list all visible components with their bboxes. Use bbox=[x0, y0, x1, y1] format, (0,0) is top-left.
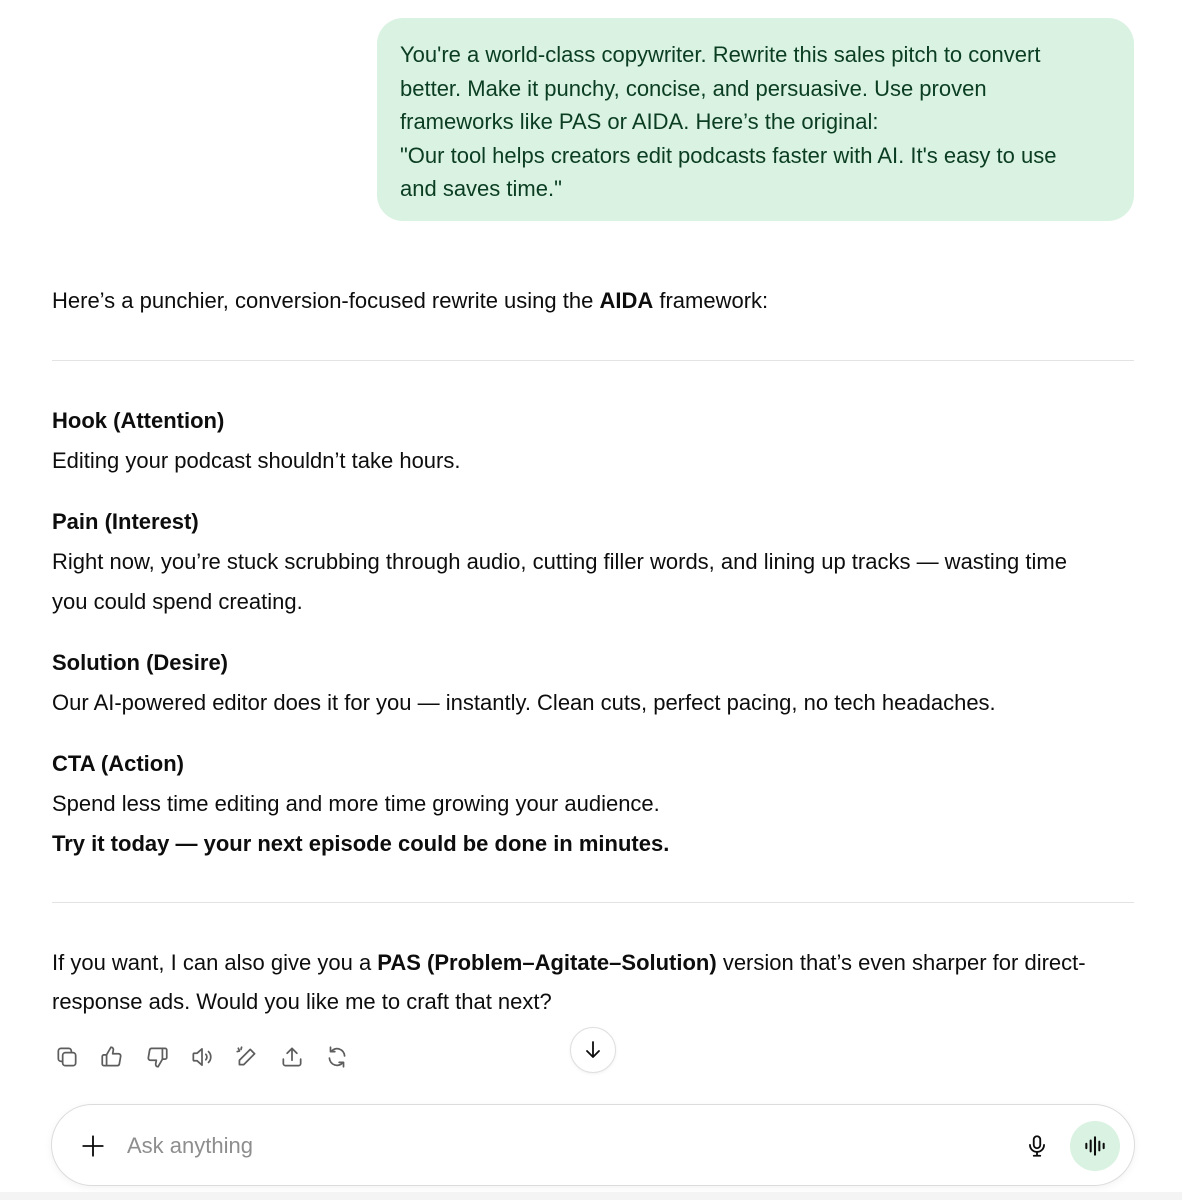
arrow-down-icon bbox=[581, 1038, 605, 1062]
section-heading-cta: CTA (Action) bbox=[52, 751, 184, 776]
response-outro: If you want, I can also give you a PAS (Problem–Agitate–Solution) version that’s even sharper for direct- bbox=[52, 950, 1086, 975]
good-response-button[interactable] bbox=[97, 1038, 127, 1076]
bottom-fade bbox=[0, 1192, 1182, 1200]
section-text-cta: Spend less time editing and more time growing your audience. bbox=[52, 791, 660, 816]
user-message-line: and saves time." bbox=[400, 176, 562, 202]
edit-icon bbox=[234, 1044, 260, 1070]
read-aloud-button[interactable] bbox=[187, 1038, 217, 1076]
user-message-line: "Our tool helps creators edit podcasts faster with AI. It's easy to use bbox=[400, 142, 1057, 168]
plus-icon bbox=[80, 1133, 106, 1159]
regenerate-button[interactable] bbox=[322, 1038, 352, 1076]
bad-response-button[interactable] bbox=[142, 1038, 172, 1076]
share-button[interactable] bbox=[277, 1038, 307, 1076]
voice-waveform-icon bbox=[1082, 1133, 1108, 1159]
section-heading-hook: Hook (Attention) bbox=[52, 408, 225, 433]
voice-mode-button[interactable] bbox=[1070, 1121, 1120, 1171]
microphone-icon bbox=[1024, 1133, 1050, 1159]
dictate-button[interactable] bbox=[1022, 1131, 1052, 1161]
section-text-cta-bold: Try it today — your next episode could be done in minutes. bbox=[52, 831, 670, 856]
scroll-to-bottom-button[interactable] bbox=[570, 1027, 616, 1073]
section-text-hook: Editing your podcast shouldn’t take hours. bbox=[52, 448, 461, 473]
section-text-pain: Right now, you’re stuck scrubbing through audio, cutting filler words, and lining up tracks — wasting time bbox=[52, 549, 1067, 574]
share-icon bbox=[279, 1044, 305, 1070]
copy-icon bbox=[54, 1044, 80, 1070]
copy-button[interactable] bbox=[52, 1038, 82, 1076]
user-message-bubble bbox=[377, 18, 1134, 221]
response-outro-line2: response ads. Would you like me to craft that next? bbox=[52, 989, 552, 1014]
response-intro: Here’s a punchier, conversion-focused rewrite using the AIDA framework: bbox=[52, 288, 769, 313]
section-heading-solution: Solution (Desire) bbox=[52, 650, 229, 675]
divider bbox=[52, 902, 1134, 903]
thumbs-up-icon bbox=[99, 1044, 125, 1070]
section-heading-pain: Pain (Interest) bbox=[52, 509, 199, 534]
prompt-input[interactable] bbox=[127, 1127, 1007, 1165]
user-message-line: frameworks like PAS or AIDA. Here’s the original: bbox=[400, 109, 879, 135]
thumbs-down-icon bbox=[144, 1044, 170, 1070]
framework-name: AIDA bbox=[599, 288, 654, 313]
composer bbox=[51, 1104, 1135, 1186]
edit-in-canvas-button[interactable] bbox=[232, 1038, 262, 1076]
section-text-solution: Our AI-powered editor does it for you — instantly. Clean cuts, perfect pacing, no tech headaches. bbox=[52, 690, 996, 715]
user-message-line: better. Make it punchy, concise, and persuasive. Use proven bbox=[400, 75, 987, 101]
user-message-line: You're a world-class copywriter. Rewrite this sales pitch to convert bbox=[400, 42, 1041, 67]
attach-button[interactable] bbox=[78, 1131, 108, 1161]
regenerate-icon bbox=[324, 1044, 350, 1070]
read-aloud-icon bbox=[189, 1044, 215, 1070]
section-text-pain: you could spend creating. bbox=[52, 589, 303, 614]
pas-framework-name: PAS (Problem–Agitate–Solution) bbox=[377, 950, 717, 975]
divider bbox=[52, 360, 1134, 361]
